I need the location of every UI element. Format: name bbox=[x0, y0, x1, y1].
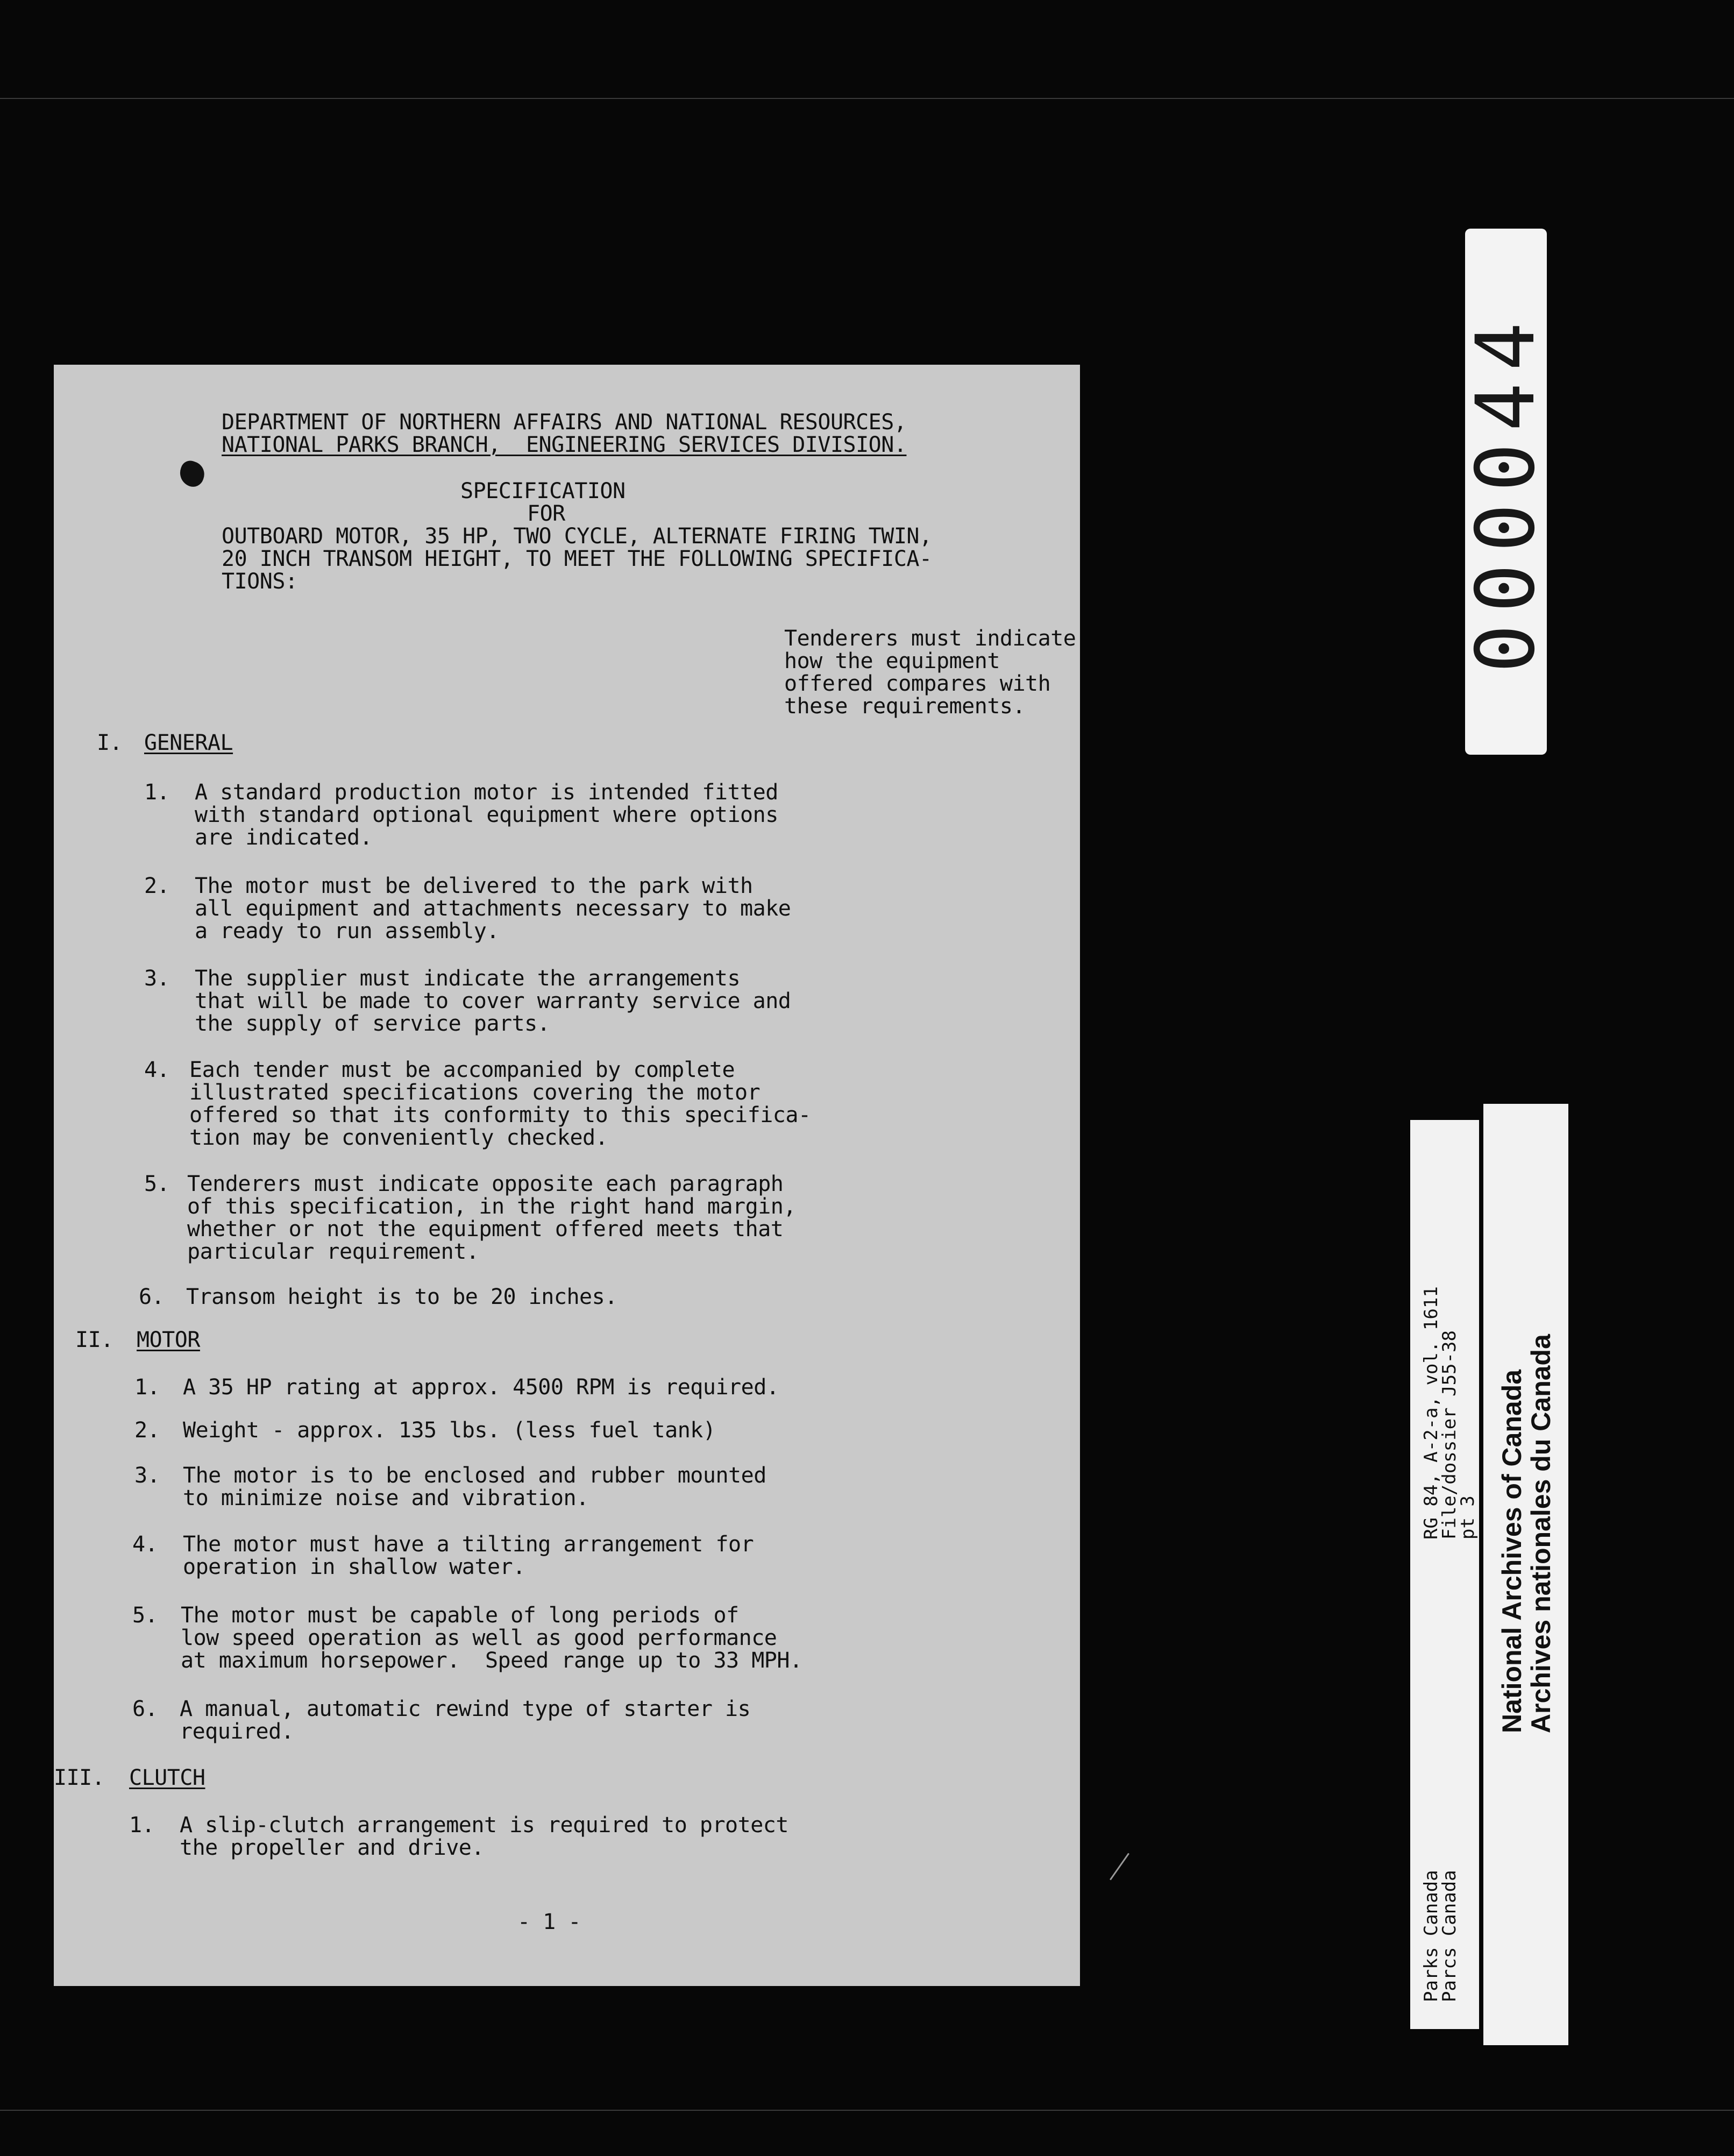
item-line: The motor must have a tilting arrangement for bbox=[183, 1532, 754, 1557]
section-heading: GENERAL bbox=[144, 731, 233, 755]
spec-title: SPECIFICATION bbox=[460, 479, 626, 503]
item-number: 3. bbox=[134, 1463, 160, 1488]
item-line: A slip-clutch arrangement is required to protect bbox=[180, 1813, 788, 1838]
item-line: offered so that its conformity to this specifica- bbox=[189, 1103, 811, 1127]
frame-number: 000044 bbox=[1459, 310, 1553, 673]
department-line: DEPARTMENT OF NORTHERN AFFAIRS AND NATIONAL RESOURCES, bbox=[222, 410, 907, 435]
item-line: whether or not the equipment offered meets that bbox=[187, 1217, 784, 1242]
item-number: 6. bbox=[139, 1285, 165, 1309]
item-line: tion may be conveniently checked. bbox=[189, 1125, 608, 1150]
owner-line: Parks Canada bbox=[1420, 1870, 1442, 2002]
spec-subject-line: TIONS: bbox=[222, 569, 298, 594]
item-line: The supplier must indicate the arrangements bbox=[195, 966, 741, 991]
item-line: Weight - approx. 135 lbs. (less fuel tank) bbox=[183, 1418, 716, 1443]
item-number: 1. bbox=[134, 1375, 160, 1400]
item-number: 2. bbox=[144, 874, 170, 898]
item-number: 6. bbox=[132, 1697, 158, 1721]
document-page bbox=[54, 365, 1080, 1986]
margin-note-line: how the equipment bbox=[784, 649, 1000, 673]
item-line: at maximum horsepower. Speed range up to 33 MPH. bbox=[181, 1648, 802, 1673]
item-line: The motor must be capable of long periods of bbox=[181, 1603, 739, 1628]
item-line: A standard production motor is intended fitted bbox=[195, 780, 778, 805]
item-line: Transom height is to be 20 inches. bbox=[186, 1285, 617, 1309]
section-heading: CLUTCH bbox=[129, 1765, 205, 1790]
item-line: with standard optional equipment where options bbox=[195, 803, 778, 827]
item-line: all equipment and attachments necessary to make bbox=[195, 896, 791, 921]
spec-subject-line: 20 INCH TRANSOM HEIGHT, TO MEET THE FOLLOWING SPECIFICA- bbox=[222, 547, 932, 571]
spec-subject-line: OUTBOARD MOTOR, 35 HP, TWO CYCLE, ALTERNATE FIRING TWIN, bbox=[222, 524, 932, 549]
section-heading: MOTOR bbox=[137, 1328, 200, 1352]
item-line: are indicated. bbox=[195, 825, 373, 850]
item-line: A 35 HP rating at approx. 4500 RPM is required. bbox=[183, 1375, 779, 1400]
item-line: Each tender must be accompanied by complete bbox=[189, 1058, 735, 1082]
section-numeral: II. bbox=[75, 1328, 113, 1352]
item-line: A manual, automatic rewind type of starter is bbox=[180, 1697, 751, 1721]
item-line: Tenderers must indicate opposite each paragraph bbox=[187, 1172, 784, 1196]
film-scratch bbox=[1110, 1853, 1129, 1881]
margin-note-line: these requirements. bbox=[784, 694, 1026, 719]
branch-line: NATIONAL PARKS BRANCH, ENGINEERING SERVICES DIVISION. bbox=[222, 432, 907, 457]
item-line: particular requirement. bbox=[187, 1239, 479, 1264]
item-number: 4. bbox=[144, 1058, 170, 1082]
item-line: low speed operation as well as good performance bbox=[181, 1626, 777, 1650]
margin-note-line: offered compares with bbox=[784, 671, 1051, 696]
reference-line: File/dossier J55-38 bbox=[1439, 1330, 1460, 1540]
item-number: 5. bbox=[132, 1603, 158, 1628]
item-number: 3. bbox=[144, 966, 170, 991]
item-number: 2. bbox=[134, 1418, 160, 1443]
item-line: required. bbox=[180, 1719, 294, 1744]
item-line: of this specification, in the right hand margin, bbox=[187, 1194, 796, 1219]
item-line: the supply of service parts. bbox=[195, 1011, 550, 1036]
reference-card bbox=[1410, 1120, 1479, 2029]
item-number: 5. bbox=[144, 1172, 170, 1196]
spec-for: FOR bbox=[527, 501, 565, 526]
reference-line: RG 84, A-2-a, vol. 1611 bbox=[1420, 1286, 1442, 1540]
item-number: 4. bbox=[132, 1532, 158, 1557]
frame-number-label bbox=[1459, 229, 1553, 755]
film-edge-bottom bbox=[0, 2110, 1734, 2111]
owner-line: Parcs Canada bbox=[1439, 1870, 1460, 2002]
reference-line: pt 3 bbox=[1457, 1495, 1479, 1540]
film-edge-top bbox=[0, 98, 1734, 99]
archives-card bbox=[1483, 1104, 1568, 2045]
section-numeral: III. bbox=[54, 1765, 105, 1790]
archives-line: National Archives of Canada bbox=[1497, 1369, 1527, 1733]
page-number: - 1 - bbox=[517, 1910, 581, 1934]
item-number: 1. bbox=[144, 780, 170, 805]
section-numeral: I. bbox=[97, 731, 123, 755]
item-line: The motor must be delivered to the park with bbox=[195, 874, 753, 898]
item-line: The motor is to be enclosed and rubber mounted bbox=[183, 1463, 766, 1488]
item-line: illustrated specifications covering the motor bbox=[189, 1080, 761, 1105]
item-line: operation in shallow water. bbox=[183, 1555, 525, 1579]
item-line: a ready to run assembly. bbox=[195, 919, 499, 944]
ink-blot bbox=[176, 458, 208, 490]
archives-line: Archives nationales du Canada bbox=[1526, 1334, 1556, 1733]
item-line: that will be made to cover warranty service and bbox=[195, 989, 791, 1013]
item-number: 1. bbox=[129, 1813, 155, 1838]
item-line: to minimize noise and vibration. bbox=[183, 1486, 589, 1510]
item-line: the propeller and drive. bbox=[180, 1835, 484, 1860]
margin-note-line: Tenderers must indicate bbox=[784, 626, 1076, 651]
